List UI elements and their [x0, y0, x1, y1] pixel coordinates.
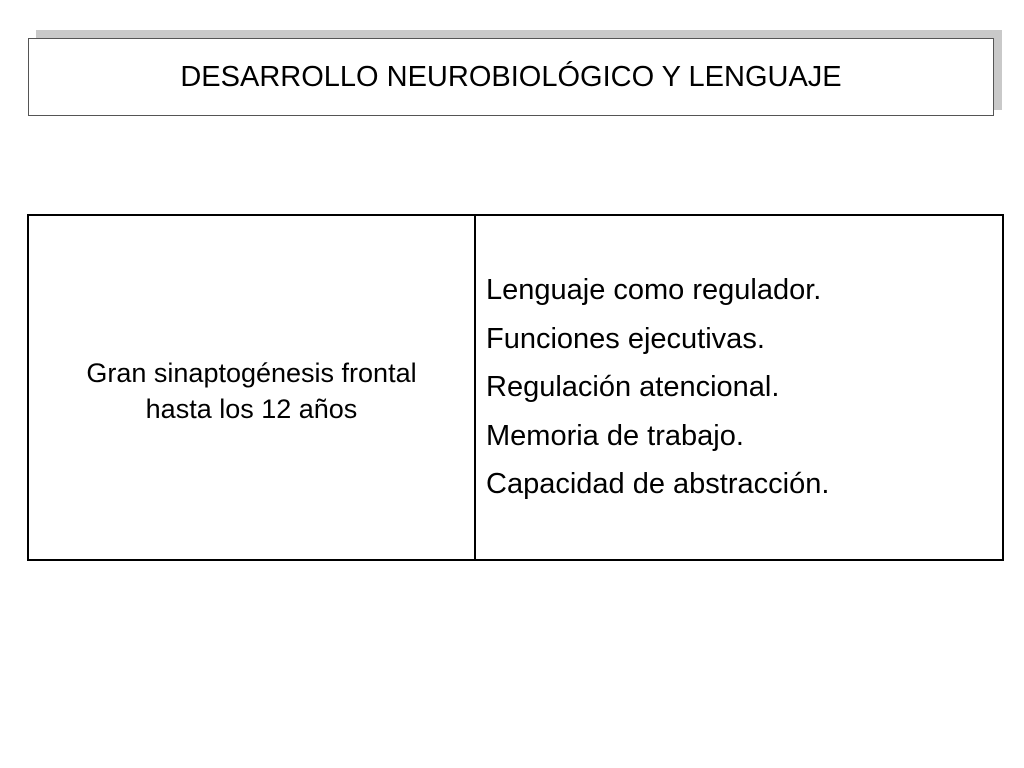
title-box	[28, 38, 994, 116]
left-cell-line: hasta los 12 años	[145, 393, 358, 424]
list-item: Capacidad de abstracción.	[486, 468, 830, 501]
list-item: Regulación atencional.	[486, 371, 780, 404]
list-item: Memoria de trabajo.	[486, 419, 744, 452]
item-list	[486, 266, 829, 509]
table-cell-left	[29, 216, 476, 559]
list-item: Lenguaje como regulador.	[486, 274, 822, 307]
left-cell-text	[86, 355, 416, 427]
content-table	[27, 214, 1004, 561]
table-cell-right	[476, 216, 1002, 559]
slide-title: DESARROLLO NEUROBIOLÓGICO Y LENGUAJE	[180, 60, 842, 93]
left-cell-line: Gran sinaptogénesis frontal	[86, 357, 417, 388]
list-item: Funciones ejecutivas.	[486, 322, 765, 355]
